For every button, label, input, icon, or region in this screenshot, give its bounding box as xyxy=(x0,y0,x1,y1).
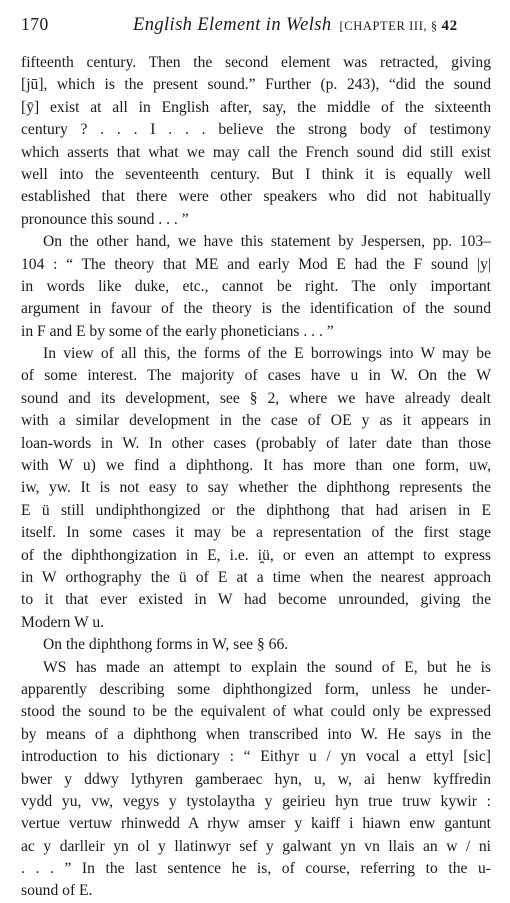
paragraph xyxy=(21,343,491,634)
text-line: 104 : “ The theory that ME and early Mod E had the F sound |y| xyxy=(21,255,491,273)
text-line: vydd yu, vw, vegys y tystolaytha y geirieu hyn true truw kywir : xyxy=(21,792,491,810)
text-line: iw, yw. It is not easy to say whether the diphthong represents the xyxy=(21,479,491,497)
text-line: fifteenth century. Then the second element was retracted, giving xyxy=(21,54,491,71)
text-line: On the other hand, we have this statement by Jespersen, pp. 103– xyxy=(43,233,491,251)
text-line: by means of a diphthong when transcribed into W. He says in the xyxy=(21,725,491,743)
running-header xyxy=(21,14,491,40)
text-line: with a similar development in the case of OE y as it appears in xyxy=(21,412,491,430)
text-line: [ȳ] exist at all in English after, say, the middle of the sixteenth xyxy=(21,98,491,116)
paragraph xyxy=(21,634,491,656)
text-line: Modern W u. xyxy=(21,613,105,631)
text-line: in F and E by some of the early phoneticians . . . ” xyxy=(21,322,334,340)
text-line: with W u) we find a diphthong. It has more than one form, uw, xyxy=(21,457,491,475)
text-line: apparently describing some diphthongized form, unless he under- xyxy=(21,680,491,698)
text-line: century ? . . . I . . . believe the strong body of testimony xyxy=(21,121,491,139)
text-line: bwer y ddwy lythyren gamberaec hyn, u, w, ai henw kyffredin xyxy=(21,770,491,788)
paragraph xyxy=(21,657,491,903)
text-line: argument in favour of the theory is the identification of the sound xyxy=(21,300,491,318)
text-line: stood the sound to be the equivalent of what could only be expressed xyxy=(21,703,491,721)
text-line: itself. In some cases it may be a representation of the first stage xyxy=(21,524,491,542)
page-number: 170 xyxy=(21,14,49,34)
page-body xyxy=(21,52,491,903)
text-line: vertue vertuw rhinwedd A rhyw amser y kaiff i hiawn enw gantunt xyxy=(21,815,491,833)
text-line: well into the seventeenth century. But I think it is equally well xyxy=(21,165,491,183)
text-line: introduction to his dictionary : “ Eithyr u / yn vocal a ettyl [sic] xyxy=(21,748,491,766)
text-line: In view of all this, the forms of the E borrowings into W may be xyxy=(43,345,491,363)
text-line: in W orthography the ü of E at a time when the nearest approach xyxy=(21,568,491,586)
text-line: of the diphthongization in E, i.e. i̯ü, or even an attempt to express xyxy=(21,546,491,564)
chapter-section-label: [CHAPTER III, § 42 xyxy=(339,18,458,34)
text-line: in words like duke, etc., cannot be right. The only important xyxy=(21,277,491,295)
text-line: pronounce this sound . . . ” xyxy=(21,210,189,228)
text-line: ac y darlleir yn ol y llatinwyr sef y galwant yn vn llais an w / ni xyxy=(21,837,491,855)
text-line: [jū], which is the present sound.” Further (p. 243), “did the sound xyxy=(21,76,491,94)
text-line: to it that ever existed in W had become unrounded, giving the xyxy=(21,591,491,609)
text-line: On the diphthong forms in W, see § 66. xyxy=(43,636,289,654)
running-title: English Element in Welsh xyxy=(133,15,332,35)
text-line: . . . ” In the last sentence he is, of course, referring to the u- xyxy=(21,860,491,878)
text-line: sound of E. xyxy=(21,882,93,900)
paragraph xyxy=(21,52,491,231)
text-line: WS has made an attempt to explain the sound of E, but he is xyxy=(43,658,491,676)
paragraph xyxy=(21,231,491,343)
text-line: loan-words in W. In other cases (probably of later date than those xyxy=(21,434,491,452)
text-line: sound and its development, see § 2, where we have already dealt xyxy=(21,389,491,407)
text-line: which asserts that what we may call the French sound did still exist xyxy=(21,143,491,161)
text-line: of some interest. The majority of cases have u in W. On the W xyxy=(21,367,491,385)
chapter-section xyxy=(340,18,458,35)
text-line: established that there were other speakers who did not habitually xyxy=(21,188,491,206)
text-line: E ü still undiphthongized or the diphthong that had arisen in E xyxy=(21,501,491,519)
